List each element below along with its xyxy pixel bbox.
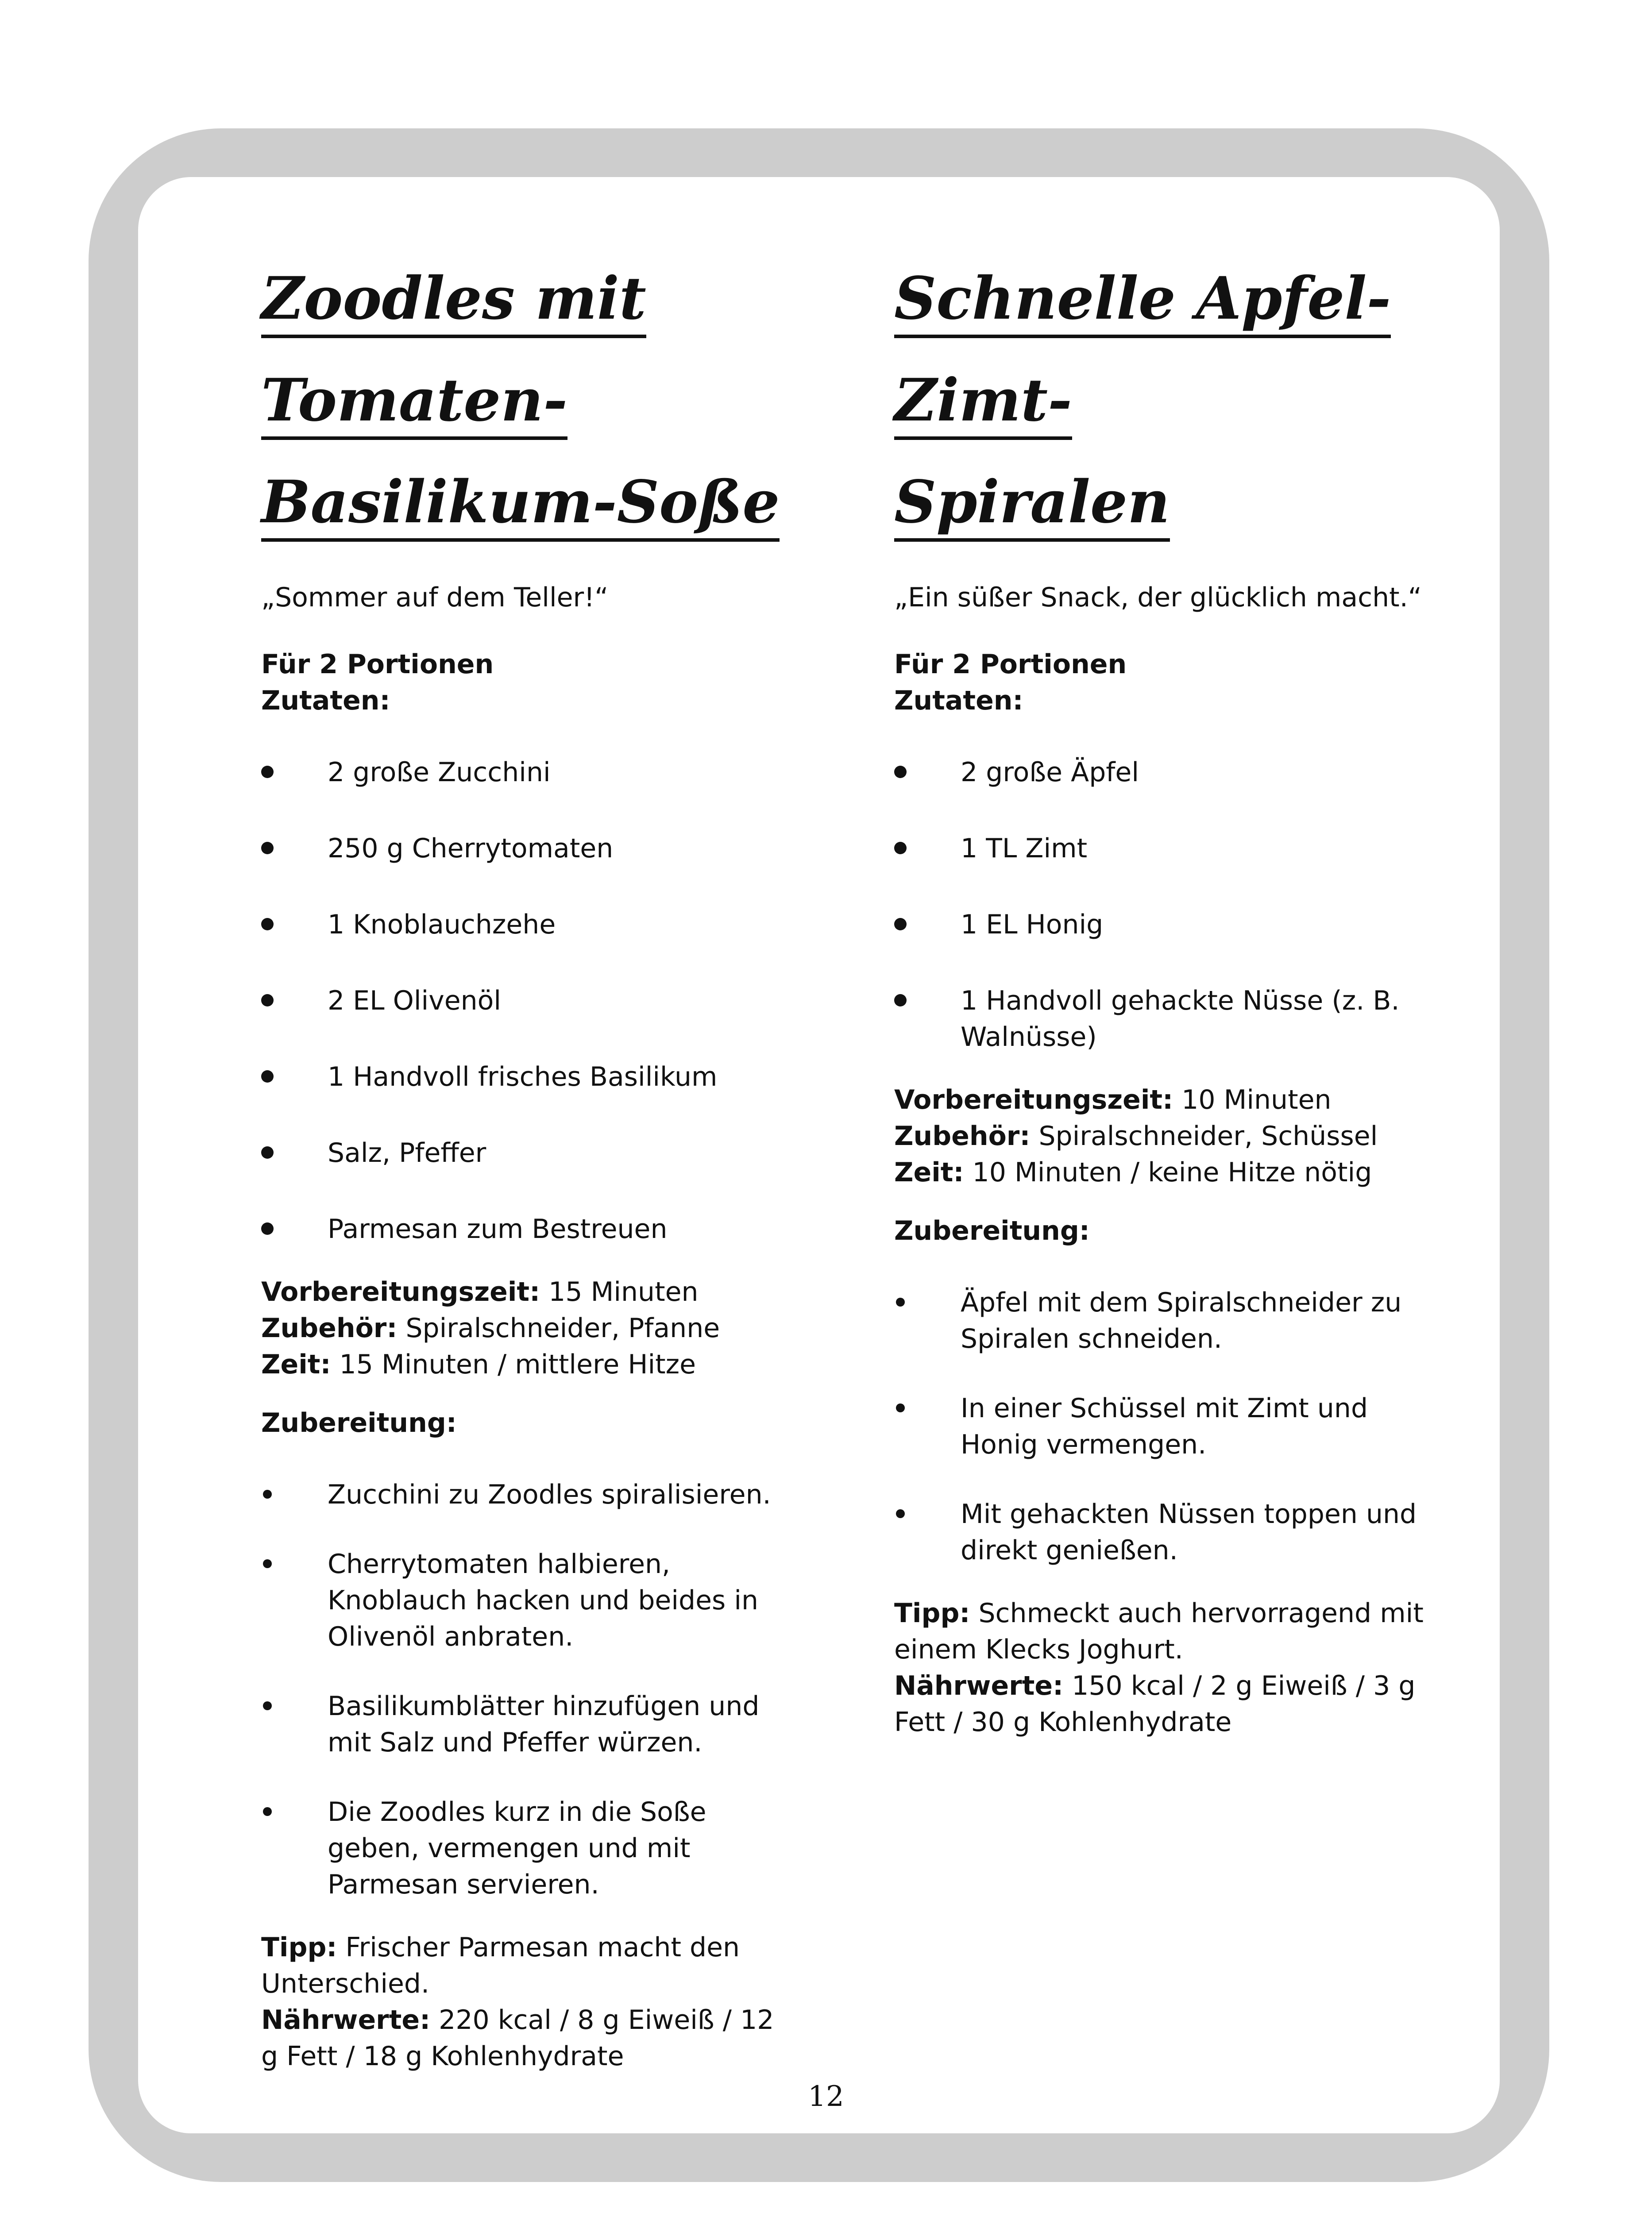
tip-label: Tipp: bbox=[894, 1598, 970, 1629]
timing-block bbox=[894, 1082, 1425, 1191]
list-item: Cherrytomaten halbieren, Knoblauch hacken und beides in Olivenöl anbraten. bbox=[261, 1546, 792, 1655]
recipe-title bbox=[894, 248, 1425, 553]
bullet-icon bbox=[261, 842, 274, 854]
ingredients-label: Zutaten: bbox=[261, 685, 390, 716]
bullet-icon bbox=[896, 1509, 905, 1518]
nutrition-text: 220 kcal / 8 g Eiweiß / 12 g Fett / 18 g Kohlenhydrate bbox=[261, 2005, 774, 2072]
bullet-icon bbox=[261, 1146, 274, 1159]
tip-text: Frischer Parmesan macht den Unterschied. bbox=[261, 1932, 740, 1999]
list-item: 250 g Cherrytomaten bbox=[261, 830, 792, 867]
page-number: 12 bbox=[808, 2080, 844, 2113]
list-item: 2 EL Olivenöl bbox=[261, 983, 792, 1019]
bullet-icon bbox=[263, 1701, 272, 1710]
bullet-icon bbox=[894, 918, 907, 930]
recipe-apple-cinnamon bbox=[894, 248, 1425, 1740]
prep-time: Vorbereitungszeit: 15 Minuten bbox=[261, 1276, 699, 1307]
cook-time: Zeit: 10 Minuten / keine Hitze nötig bbox=[894, 1157, 1372, 1188]
list-item: Parmesan zum Bestreuen bbox=[261, 1211, 792, 1247]
bullet-icon bbox=[896, 1403, 905, 1412]
tip-block bbox=[261, 1929, 792, 2074]
recipe-title-line1: Zoodles mit Tomaten- bbox=[261, 264, 646, 440]
portions-block bbox=[894, 646, 1425, 719]
list-item: Mit gehackten Nüssen toppen und direkt genießen. bbox=[894, 1496, 1425, 1569]
recipe-title-line2: Basilikum-Soße bbox=[261, 468, 780, 542]
list-item: Die Zoodles kurz in die Soße geben, vermengen und mit Parmesan servieren. bbox=[261, 1794, 792, 1903]
recipe-quote: „Sommer auf dem Teller!“ bbox=[261, 582, 609, 613]
bullet-icon bbox=[261, 766, 274, 778]
bullet-icon bbox=[896, 1298, 905, 1307]
list-item: Zucchini zu Zoodles spiralisieren. bbox=[261, 1477, 792, 1513]
tip-text: Schmeckt auch hervorragend mit einem Klecks Joghurt. bbox=[894, 1598, 1424, 1665]
list-item: 1 Knoblauchzehe bbox=[261, 906, 792, 943]
bullet-icon bbox=[261, 994, 274, 1006]
ingredients-label: Zutaten: bbox=[894, 685, 1023, 716]
recipe-title-line2: Spiralen bbox=[894, 468, 1170, 542]
list-item: In einer Schüssel mit Zimt und Honig vermengen. bbox=[894, 1390, 1425, 1463]
method-label: Zubereitung: bbox=[894, 1215, 1090, 1246]
list-item: 1 TL Zimt bbox=[894, 830, 1425, 867]
tools: Zubehör: Spiralschneider, Pfanne bbox=[261, 1313, 720, 1344]
recipe-quote: „Ein süßer Snack, der glücklich macht.“ bbox=[894, 582, 1422, 613]
list-item: 1 Handvoll gehackte Nüsse (z. B. Walnüsse) bbox=[894, 983, 1425, 1055]
ingredient-list bbox=[261, 754, 792, 1247]
list-item: 1 Handvoll frisches Basilikum bbox=[261, 1059, 792, 1095]
timing-block bbox=[261, 1274, 792, 1383]
ingredient-list bbox=[894, 754, 1425, 1055]
tip-block bbox=[894, 1595, 1425, 1740]
list-item: Salz, Pfeffer bbox=[261, 1135, 792, 1171]
bullet-icon bbox=[263, 1559, 272, 1568]
list-item: 1 EL Honig bbox=[894, 906, 1425, 943]
step-list bbox=[261, 1477, 792, 1903]
cook-time: Zeit: 15 Minuten / mittlere Hitze bbox=[261, 1349, 696, 1380]
bullet-icon bbox=[261, 1070, 274, 1083]
bullet-icon bbox=[261, 1222, 274, 1235]
tip-label: Tipp: bbox=[261, 1932, 337, 1963]
portions: Für 2 Portionen bbox=[894, 649, 1127, 680]
prep-time: Vorbereitungszeit: 10 Minuten bbox=[894, 1084, 1332, 1115]
nutrition-text: 150 kcal / 2 g Eiweiß / 3 g Fett / 30 g Kohlenhydrate bbox=[894, 1670, 1416, 1738]
recipe-title bbox=[261, 248, 792, 553]
recipe-title-line1: Schnelle Apfel-Zimt- bbox=[894, 264, 1391, 440]
recipe-zoodles bbox=[261, 248, 792, 2074]
bullet-icon bbox=[894, 842, 907, 854]
tools: Zubehör: Spiralschneider, Schüssel bbox=[894, 1121, 1378, 1152]
portions: Für 2 Portionen bbox=[261, 649, 494, 680]
portions-block bbox=[261, 646, 792, 719]
nutrition-label: Nährwerte: bbox=[261, 2005, 431, 2036]
nutrition-label: Nährwerte: bbox=[894, 1670, 1064, 1701]
list-item: 2 große Zucchini bbox=[261, 754, 792, 790]
method-label: Zubereitung: bbox=[261, 1407, 457, 1438]
list-item: Äpfel mit dem Spiralschneider zu Spiralen schneiden. bbox=[894, 1284, 1425, 1357]
bullet-icon bbox=[894, 994, 907, 1006]
bullet-icon bbox=[263, 1490, 272, 1499]
list-item: Basilikumblätter hinzufügen und mit Salz und Pfeffer würzen. bbox=[261, 1688, 792, 1761]
bullet-icon bbox=[894, 766, 907, 778]
list-item: 2 große Äpfel bbox=[894, 754, 1425, 790]
bullet-icon bbox=[263, 1807, 272, 1816]
bullet-icon bbox=[261, 918, 274, 930]
step-list bbox=[894, 1284, 1425, 1569]
